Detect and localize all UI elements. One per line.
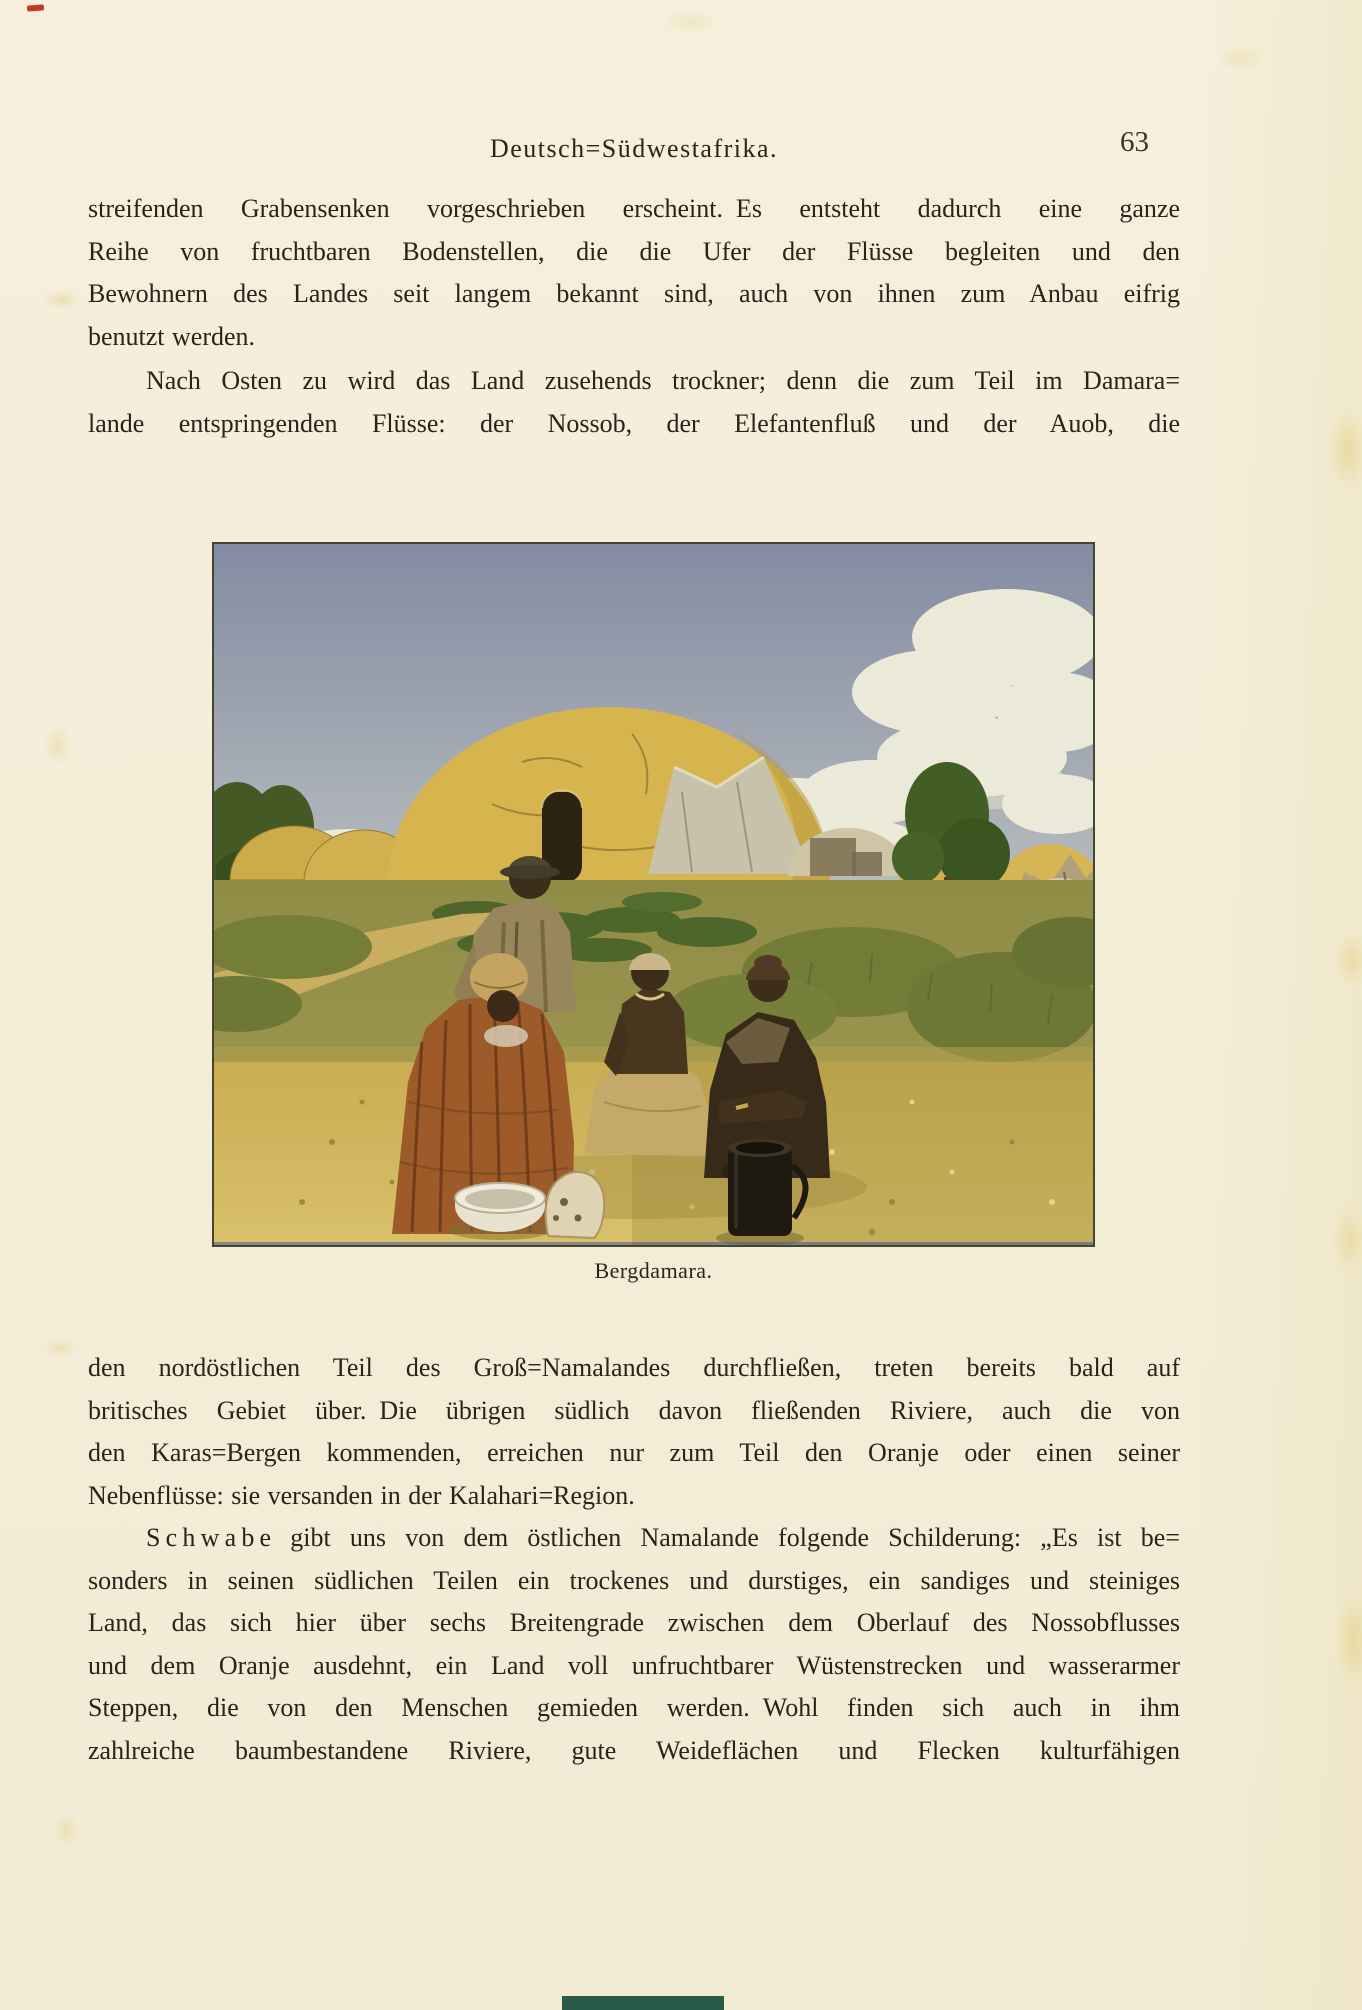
- figure-caption: Bergdamara.: [594, 1258, 713, 1283]
- text-line: Land, das sich hier über sechs Breitengrade zwischen dem Oberlauf des Nossobflusses: [88, 1608, 1180, 1637]
- text-line: lande entspringenden Flüsse: der Nossob, der Elefantenfluß und der Auob, die: [88, 408, 1180, 438]
- text-line: den nordöstlichen Teil des Groß=Namalandes durchfließen, treten bereits bald auf: [88, 1353, 1180, 1382]
- text-line: benutzt werden.: [88, 321, 256, 351]
- paragraph-nach-osten: [88, 360, 1180, 445]
- text-line: den Karas=Bergen kommenden, erreichen nur zum Teil den Oranje oder einen seiner: [88, 1438, 1180, 1467]
- scan-edge-artifact: [562, 1996, 724, 2010]
- paragraph-below-figure: [88, 1347, 1180, 1517]
- red-ink-corner-mark: [27, 4, 44, 11]
- text-line: britisches Gebiet über. Die übrigen südlich davon fließenden Riviere, auch die von: [88, 1395, 1180, 1425]
- text-line: Nach Osten zu wird das Land zusehends trockner; denn die zum Teil im Damara=: [146, 366, 1180, 395]
- village-photo-illustration: [212, 542, 1095, 1247]
- text-line: sonders in seinen südlichen Teilen ein trockenes und durstiges, ein sandiges und steiniges: [88, 1565, 1180, 1595]
- figure-photo-bergdamara: [212, 542, 1095, 1247]
- text-line: zahlreiche baumbestandene Riviere, gute Weideflächen und Flecken kulturfähigen: [88, 1735, 1180, 1765]
- text-line: streifenden Grabensenken vorgeschrieben erscheint. Es entsteht dadurch eine ganze: [88, 194, 1180, 223]
- text-line: S c h w a b e gibt uns von dem östlichen Namalande folgende Schilderung: „Es ist be=: [146, 1523, 1180, 1552]
- running-header-title: Deutsch=Südwestafrika.: [489, 134, 779, 163]
- text-line: Bewohnern des Landes seit langem bekannt sind, auch von ihnen zum Anbau eifrig: [88, 279, 1180, 308]
- text-line: Steppen, die von den Menschen gemieden werden. Wohl finden sich auch in ihm: [88, 1693, 1180, 1722]
- paragraph-top: [88, 188, 1180, 358]
- text-line: Nebenflüsse: sie versanden in der Kalahari=Region.: [88, 1480, 635, 1510]
- page-number: 63: [1120, 126, 1149, 158]
- paragraph-schwabe-quote: [88, 1517, 1180, 1772]
- text-line: und dem Oranje ausdehnt, ein Land voll unfruchtbarer Wüstenstrecken und wasserarmer: [88, 1650, 1180, 1680]
- text-line: Reihe von fruchtbaren Bodenstellen, die die Ufer der Flüsse begleiten und den: [88, 236, 1180, 266]
